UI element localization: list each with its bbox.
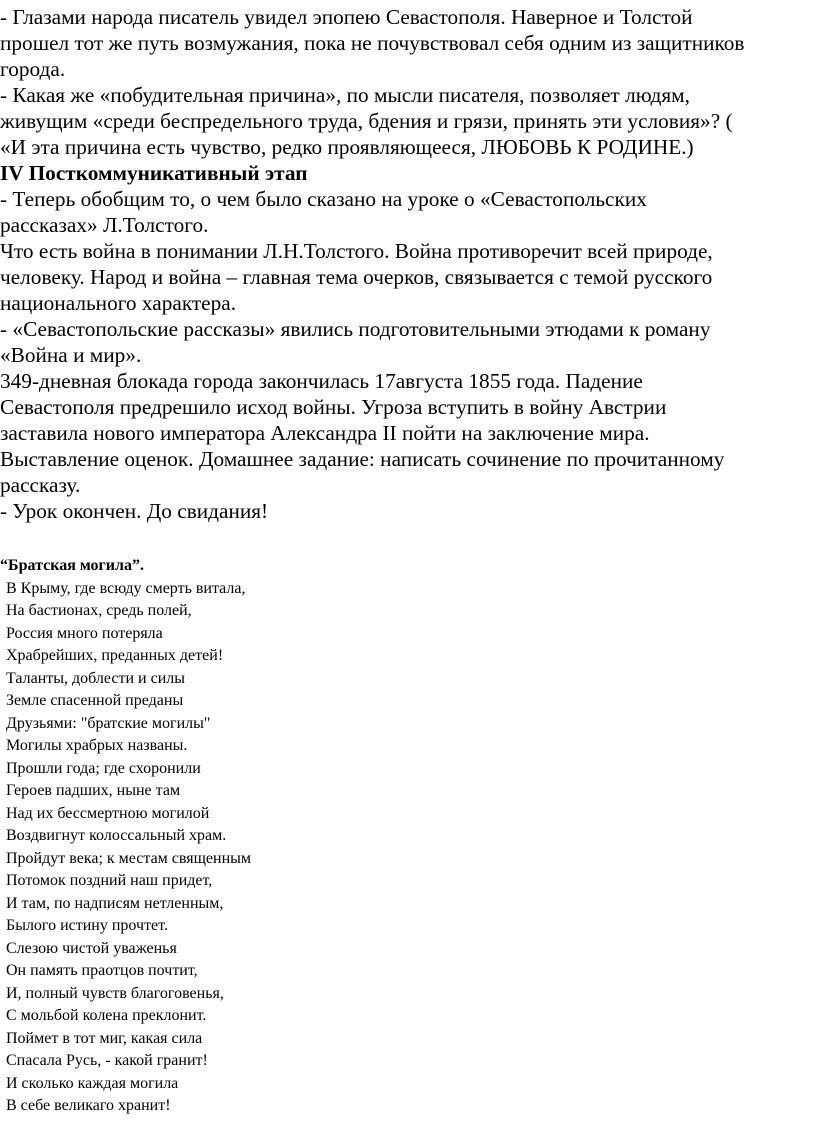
lesson-text	[0, 4, 816, 524]
poem-line: Героев падших, ныне там	[6, 782, 181, 799]
poem-line: Пройдут века; к местам священным	[6, 849, 252, 867]
text-line: рассказах» Л.Толстого.	[0, 213, 209, 237]
poem-line: Потомок поздний наш придет,	[6, 872, 213, 889]
poem-line: В себе великаго хранит!	[6, 1097, 171, 1114]
poem-line: Земле спасенной преданы	[6, 692, 184, 709]
text-line: - Глазами народа писатель увидел эпопею Севастополя. Наверное и Толстой	[0, 5, 693, 29]
poem-line: Поймет в тот миг, какая сила	[6, 1029, 203, 1047]
poem-line: С мольбой колена преклонит.	[6, 1007, 207, 1024]
text-line: Севастополя предрешило исход войны. Угроза вступить в войну Австрии	[0, 395, 667, 419]
poem-line: Россия много потеряла	[6, 624, 163, 642]
poem-line: В Крыму, где всюду смерть витала,	[6, 579, 246, 597]
text-line: - «Севастопольские рассказы» явились подготовительными этюдами к роману	[0, 317, 711, 341]
text-line: - Урок окончен. До свидания!	[0, 499, 269, 523]
text-line: Выставление оценок. Домашнее задание: написать сочинение по прочитанному	[0, 447, 725, 471]
poem-line: И там, по надписям нетленным,	[6, 894, 224, 912]
text-line: рассказу.	[0, 473, 81, 497]
poem-line: Он память праотцов почтит,	[6, 962, 198, 979]
poem-line: Таланты, доблести и силы	[6, 669, 185, 687]
text-line: живущим «среди беспредельного труда, бдения и грязи, принять эти условия»? (	[0, 109, 733, 133]
poem-line: И, полный чувств благоговенья,	[6, 984, 224, 1002]
section-heading: IV Посткоммуникативный этап	[0, 161, 308, 185]
poem-line: Прошли года; где схоронили	[6, 759, 201, 777]
poem-line: И сколько каждая могила	[6, 1074, 179, 1092]
text-line: «Война и мир».	[0, 343, 142, 367]
text-line: человеку. Народ и война – главная тема очерков, связывается с темой русского	[0, 265, 713, 289]
poem-line: Былого истину прочтет.	[6, 917, 168, 934]
poem-line: На бастионах, средь полей,	[6, 602, 192, 619]
text-line: Что есть война в понимании Л.Н.Толстого. Война противоречит всей природе,	[0, 239, 713, 263]
poem-line: Друзьями: "братские могилы"	[6, 714, 211, 732]
poem-line: Могилы храбрых названы.	[6, 737, 188, 754]
text-line: города.	[0, 57, 66, 81]
text-line: национального характера.	[0, 291, 237, 315]
poem-line: Спасала Русь, - какой гранит!	[6, 1052, 208, 1069]
poem-line: Воздвигнут колоссальный храм.	[6, 827, 227, 844]
poem-line: Храбрейших, преданных детей!	[6, 647, 224, 664]
poem-line: Слезою чистой уваженья	[6, 939, 177, 957]
text-line: заставила нового императора Александра II пойти на заключение мира.	[0, 421, 650, 445]
text-line: прошел тот же путь возмужания, пока не почувствовал себя одним из защитников	[0, 31, 745, 55]
text-line: - Теперь обобщим то, о чем было сказано на уроке о «Севастопольских	[0, 187, 647, 211]
text-line: - Какая же «побудительная причина», по мысли писателя, позволяет людям,	[0, 83, 690, 107]
poem-title: “Братская могила”.	[0, 557, 144, 574]
poem-line: Над их бессмертною могилой	[6, 804, 210, 822]
poem	[0, 555, 816, 1118]
text-line: 349-дневная блокада города закончилась 17августа 1855 года. Падение	[0, 369, 643, 393]
text-line: «И эта причина есть чувство, редко проявляющееся, ЛЮБОВЬ К РОДИНЕ.)	[0, 135, 694, 159]
